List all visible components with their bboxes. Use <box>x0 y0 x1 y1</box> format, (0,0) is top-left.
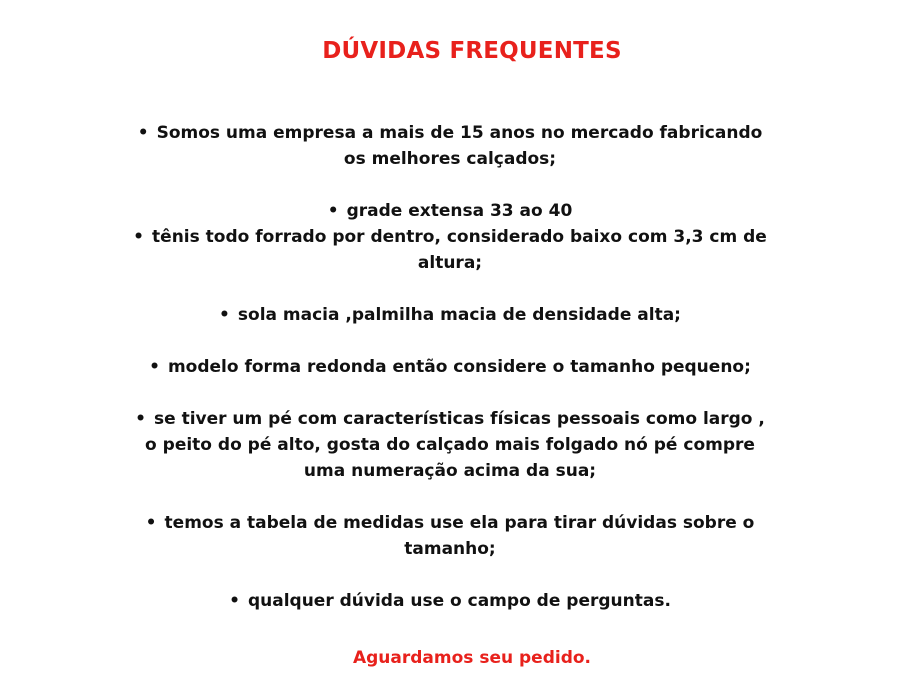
faq-item-text: modelo forma redonda então considere o tamanho pequeno; <box>167 357 751 377</box>
faq-item-size-chart <box>130 510 770 562</box>
page-title: DÚVIDAS FREQUENTES <box>322 38 622 64</box>
faq-item-text: qualquer dúvida use o campo de perguntas. <box>247 591 671 611</box>
bullet-icon: • <box>149 357 160 377</box>
faq-item-text: grade extensa 33 ao 40 <box>346 201 573 221</box>
faq-item-questions <box>130 588 770 614</box>
closing-message: Aguardamos seu pedido. <box>352 648 592 668</box>
faq-item-sizes <box>130 198 770 224</box>
faq-item-company <box>130 120 770 172</box>
faq-item-sole <box>130 302 770 328</box>
faq-item-text: tênis todo forrado por dentro, considerado baixo com 3,3 cm de altura; <box>152 227 767 273</box>
faq-item-text: temos a tabela de medidas use ela para tirar dúvidas sobre o tamanho; <box>164 513 755 559</box>
faq-item-text: se tiver um pé com características físicas pessoais como largo , o peito do pé alto, gosta do calçado mais folgado nó pé compre uma numeração acima da sua; <box>145 409 765 481</box>
bullet-icon: • <box>219 305 230 325</box>
bullet-icon: • <box>137 123 149 143</box>
faq-item-text: Somos uma empresa a mais de 15 anos no mercado fabricando os melhores calçados; <box>156 123 763 169</box>
bullet-icon: • <box>145 513 157 533</box>
bullet-icon: • <box>327 201 339 221</box>
bullet-icon: • <box>229 591 240 611</box>
faq-item-lining <box>130 224 770 276</box>
faq-item-model <box>130 354 770 380</box>
faq-item-fit <box>130 406 770 484</box>
faq-list <box>130 120 770 640</box>
bullet-icon: • <box>133 227 145 247</box>
bullet-icon: • <box>135 409 146 429</box>
faq-item-text: sola macia ,palmilha macia de densidade alta; <box>237 305 681 325</box>
